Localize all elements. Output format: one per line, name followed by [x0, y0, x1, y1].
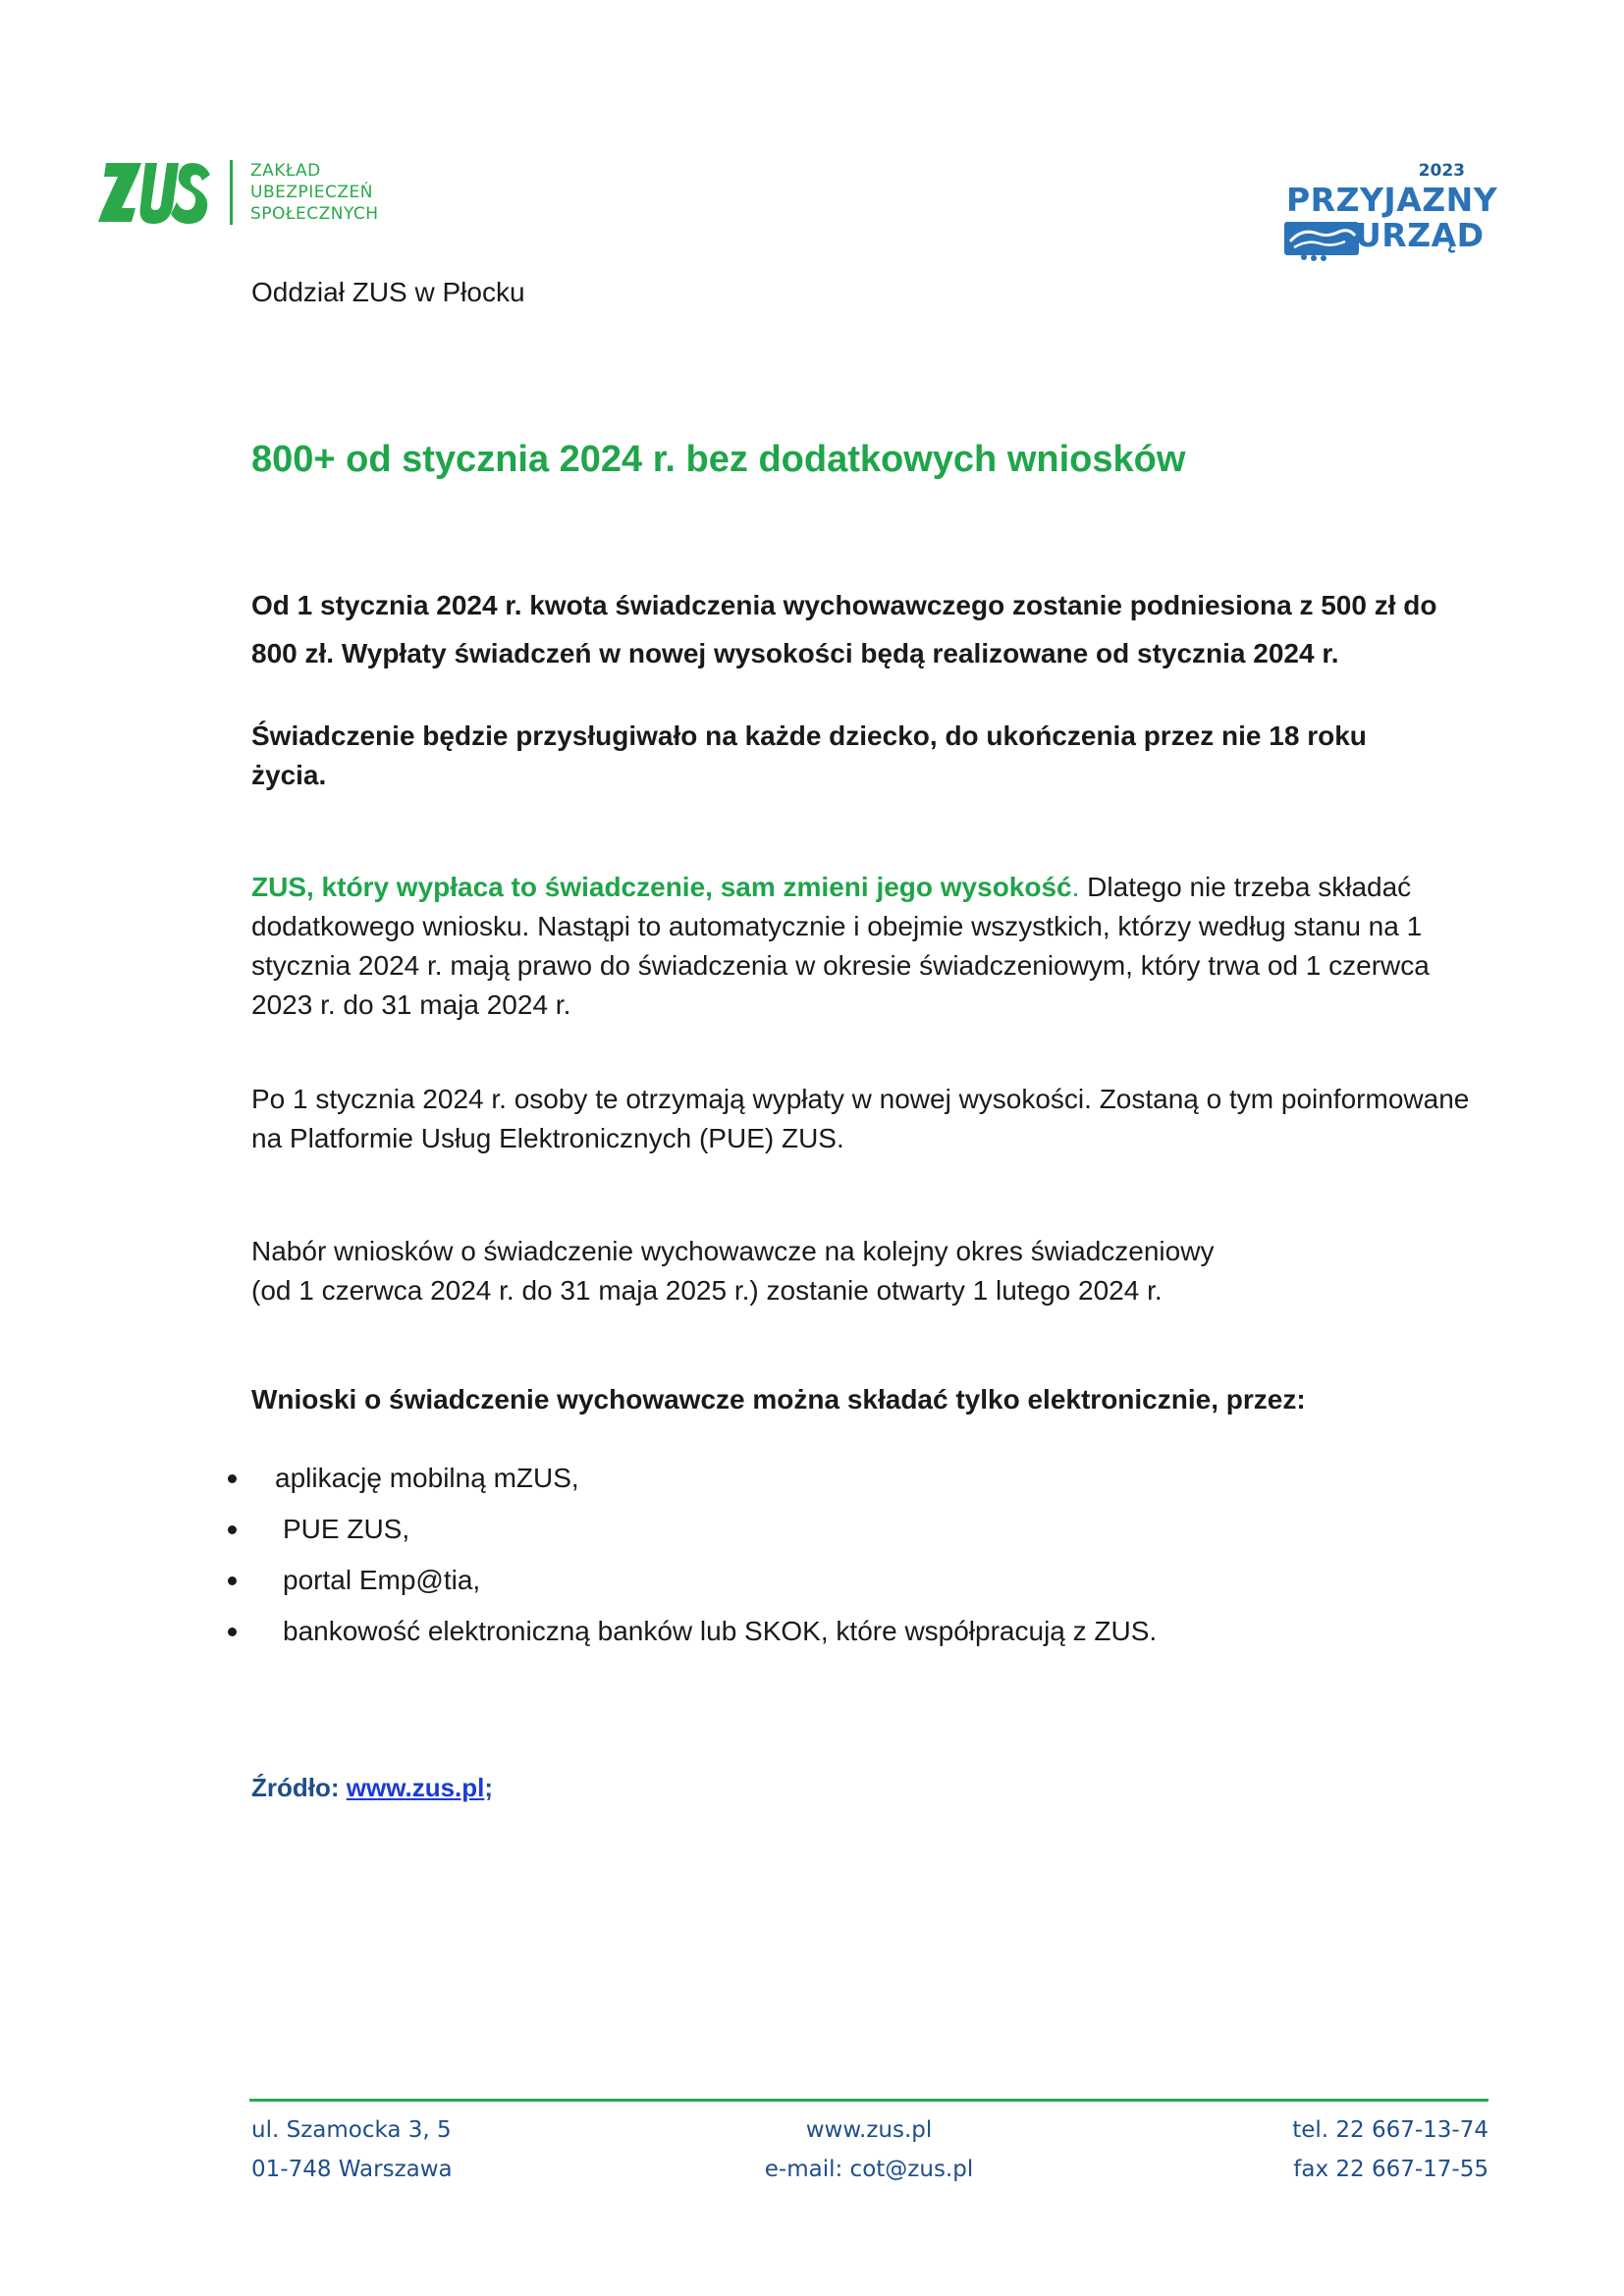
footer-web-contact — [673, 2110, 1065, 2189]
footer-fax: fax 22 667-17-55 — [1293, 2157, 1489, 2182]
paragraph-line: Nabór wniosków o świadczenie wychowawcze na kolejny okres świadczeniowy — [251, 1236, 1215, 1266]
eligibility-paragraph: Świadczenie będzie przysługiwało na każde dziecko, do ukończenia przez nie 18 roku życia. — [251, 721, 1367, 790]
zus-name-line: ZAKŁAD — [250, 161, 321, 181]
logo-year: 2023 — [1418, 161, 1465, 181]
list-item — [218, 1510, 1494, 1561]
notification-paragraph: Po 1 stycznia 2024 r. osoby te otrzymają wypłaty w nowej wysokości. Zostaną o tym poinformowane na Platformie Usług Elektronicznych (PUE) ZUS. — [251, 1084, 1470, 1153]
logo-divider — [230, 160, 233, 225]
paragraph-line: (od 1 czerwca 2024 r. do 31 maja 2025 r.) zostanie otwarty 1 lutego 2024 r. — [251, 1275, 1163, 1306]
zus-mark-icon — [98, 157, 212, 228]
apply-heading: Wnioski o świadczenie wychowawcze można składać tylko elektronicznie, przez: — [251, 1384, 1306, 1415]
list-item-text: aplikację mobilną mZUS, — [275, 1463, 579, 1493]
przyjazny-urzad-logo — [1276, 161, 1498, 269]
list-item — [218, 1561, 1494, 1612]
bullet-icon — [228, 1576, 237, 1585]
source-suffix: ; — [484, 1773, 494, 1802]
paragraph-text: Dlatego nie trzeba składać dodatkowego wniosku. Nastąpi to automatycznie i obejmie wszystkich, którzy według stanu na 1 stycznia 2024 r. mają prawo do świadczenia w okresie świadczeniowym, który trwa od 1 czerwca 2023 r. do 31 maja 2024 r. — [251, 872, 1430, 1020]
footer-street: ul. Szamocka 3, 5 — [251, 2117, 452, 2143]
zus-logo — [98, 157, 379, 228]
footer-website: www.zus.pl — [805, 2117, 933, 2143]
application-period-paragraph — [251, 1232, 1489, 1310]
apply-channels-list — [218, 1459, 1494, 1663]
footer-phone-contact — [1292, 2110, 1489, 2189]
footer-tel: tel. 22 667-13-74 — [1292, 2117, 1489, 2143]
list-item — [218, 1612, 1494, 1663]
source-line — [251, 1773, 493, 1803]
bullet-icon — [228, 1628, 237, 1636]
automatic-change-paragraph — [251, 868, 1489, 1025]
bullet-icon — [228, 1525, 237, 1534]
handshake-icon — [1284, 218, 1359, 261]
page-title: 800+ od stycznia 2024 r. bez dodatkowych wniosków — [251, 439, 1186, 480]
zus-name-line: UBEZPIECZEŃ — [250, 183, 373, 202]
list-item-text: PUE ZUS, — [283, 1514, 410, 1544]
list-item — [218, 1459, 1494, 1510]
zus-name-line: SPOŁECZNYCH — [250, 204, 379, 224]
highlight-period: . — [1071, 872, 1080, 902]
footer-email: e-mail: cot@zus.pl — [764, 2157, 974, 2182]
zus-full-name — [250, 160, 379, 225]
logo-line1: PRZYJAZNY — [1286, 181, 1498, 219]
source-label: Źródło: — [251, 1773, 347, 1802]
source-link[interactable]: www.zus.pl — [346, 1773, 485, 1802]
highlight-text: ZUS, który wypłaca to świadczenie, sam zmieni jego wysokość — [251, 872, 1072, 902]
branch-name: Oddział ZUS w Płocku — [251, 277, 525, 307]
footer-address — [251, 2110, 453, 2189]
bullet-icon — [228, 1474, 237, 1483]
footer-city: 01-748 Warszawa — [251, 2157, 453, 2182]
lead-paragraph: Od 1 stycznia 2024 r. kwota świadczenia wychowawczego zostanie podniesiona z 500 zł do 800 zł. Wypłaty świadczeń w nowej wysokości będą realizowane od stycznia 2024 r. — [251, 590, 1437, 668]
list-item-text: bankowość elektroniczną banków lub SKOK, które współpracują z ZUS. — [283, 1616, 1158, 1646]
list-item-text: portal Emp@tia, — [283, 1565, 481, 1595]
footer-divider — [249, 2099, 1489, 2102]
logo-line2: URZĄD — [1355, 216, 1485, 254]
